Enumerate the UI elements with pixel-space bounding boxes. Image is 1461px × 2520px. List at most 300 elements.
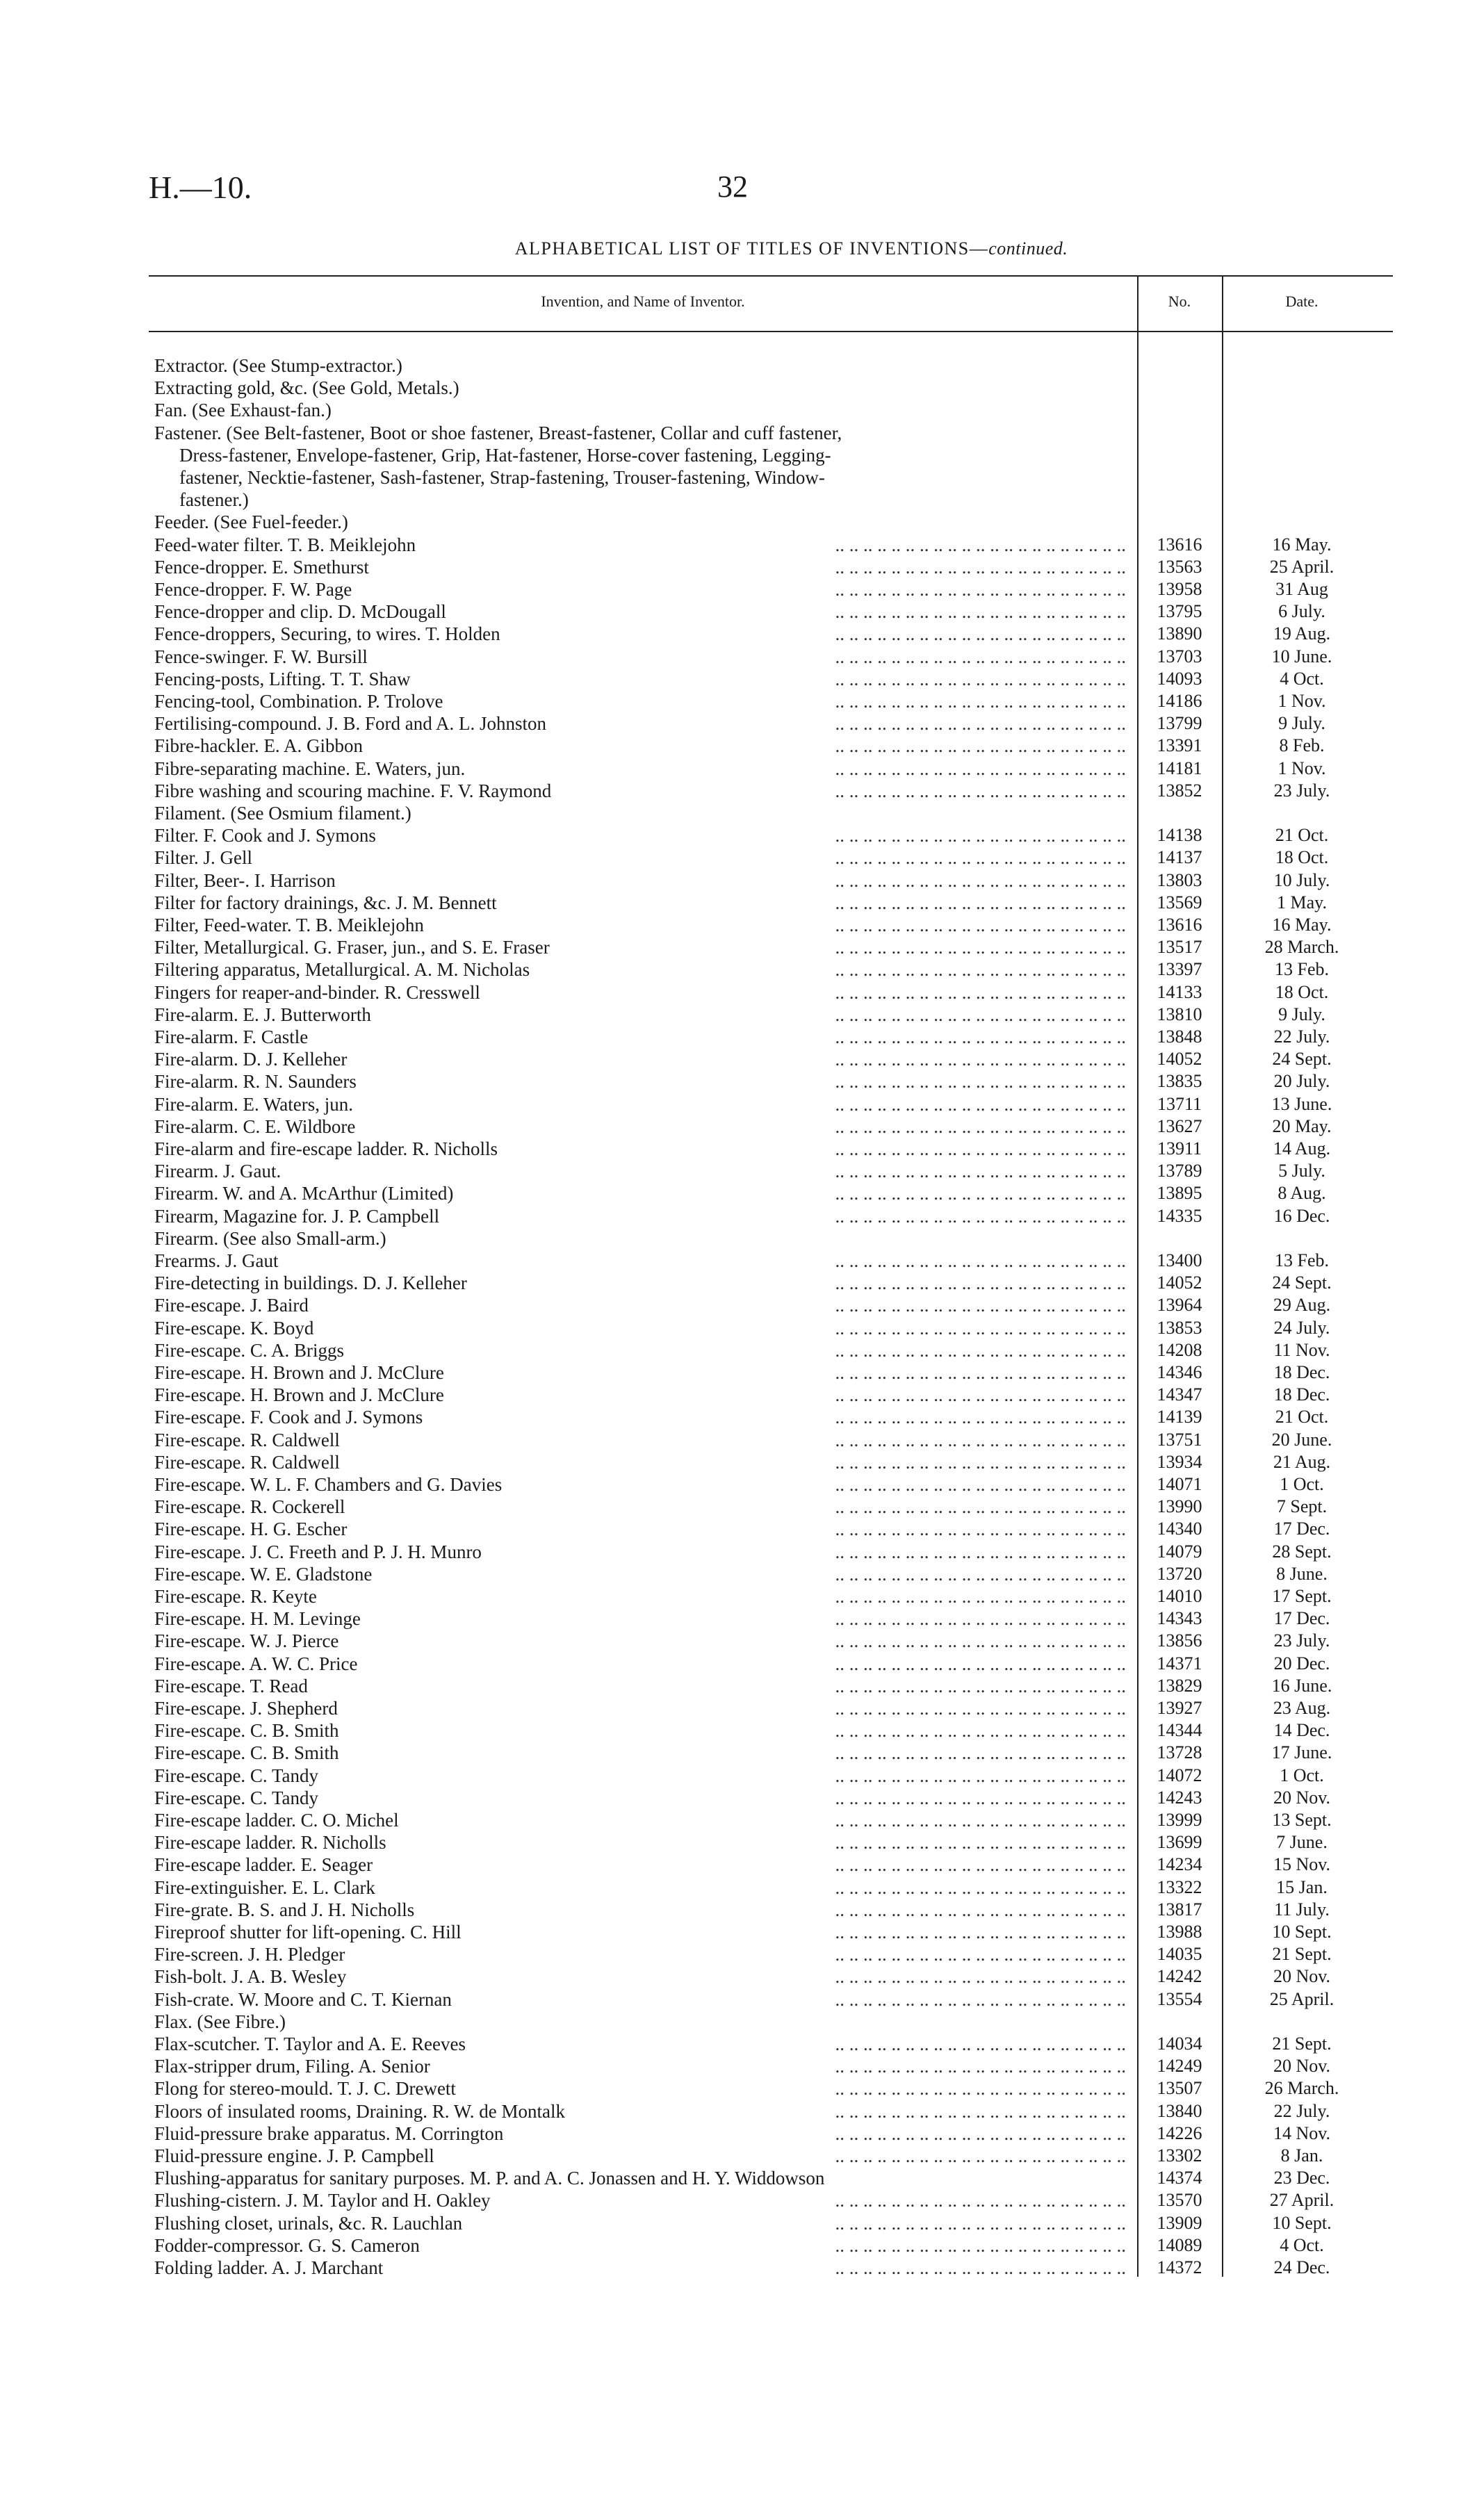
entry-title: Filter, Feed-water. T. B. Meiklejohn <box>154 915 424 935</box>
dot-leader: .. .. .. .. .. .. .. .. .. .. .. .. .. .. .. .. .. .. .. .. .. <box>835 2056 1126 2077</box>
entry-date: 23 July. <box>1273 780 1330 801</box>
entry-number: 14035 <box>1157 1944 1202 1964</box>
dot-leader: .. .. .. .. .. .. .. .. .. .. .. .. .. .. .. .. .. .. .. .. .. <box>835 825 1126 846</box>
dot-leader: .. .. .. .. .. .. .. .. .. .. .. .. .. .. .. .. .. .. .. .. .. <box>835 1026 1126 1047</box>
entry-number: 13400 <box>1157 1250 1202 1270</box>
dot-leader: .. .. .. .. .. .. .. .. .. .. .. .. .. .. .. .. .. .. .. .. .. <box>835 2257 1126 2278</box>
list-item <box>0 936 1461 958</box>
entry-date: 15 Nov. <box>1273 1854 1331 1874</box>
dot-leader: .. .. .. .. .. .. .. .. .. .. .. .. .. .. .. .. .. .. .. .. .. <box>835 1250 1126 1271</box>
entry-date: 23 Dec. <box>1273 2168 1330 2188</box>
entry-number: 13848 <box>1157 1026 1202 1047</box>
entry-date: 17 Dec. <box>1273 1519 1330 1539</box>
entry-number: 14139 <box>1157 1407 1202 1427</box>
entry-title: Fence-dropper and clip. D. McDougall <box>154 601 446 622</box>
entry-date: 24 Sept. <box>1272 1273 1332 1293</box>
entry-title: Feeder. (See Fuel-feeder.) <box>154 512 348 532</box>
entry-title: Fence-dropper. E. Smethurst <box>154 557 369 578</box>
entry-title: Fencing-tool, Combination. P. Trolove <box>154 691 443 712</box>
entry-title: Fire-escape. H. M. Levinge <box>154 1608 361 1629</box>
entry-date: 19 Aug. <box>1273 623 1331 644</box>
entry-number: 13563 <box>1157 557 1202 577</box>
list-item <box>0 1943 1461 1965</box>
entry-title: Dress-fastener, Envelope-fastener, Grip, Hat-fastener, Horse-cover fastening, Legging- <box>179 445 831 466</box>
entry-number: 14079 <box>1157 1541 1202 1562</box>
list-item <box>0 354 1461 377</box>
dot-leader: .. .. .. .. .. .. .. .. .. .. .. .. .. .. .. .. .. .. .. .. .. <box>835 1922 1126 1942</box>
entry-title: fastener.) <box>179 489 249 510</box>
list-item <box>0 399 1461 421</box>
entry-number: 13699 <box>1157 1832 1202 1852</box>
entry-number: 13720 <box>1157 1564 1202 1584</box>
entry-title: Fluid-pressure brake apparatus. M. Corrington <box>154 2123 504 2144</box>
list-item <box>0 1988 1461 2011</box>
entry-date: 16 May. <box>1272 534 1332 555</box>
entry-title: Firearm. (See also Small-arm.) <box>154 1228 386 1249</box>
list-item <box>0 780 1461 802</box>
entry-number: 13852 <box>1157 780 1202 801</box>
list-item <box>0 1653 1461 1675</box>
dot-leader: .. .. .. .. .. .. .. .. .. .. .. .. .. .. .. .. .. .. .. .. .. <box>835 1899 1126 1920</box>
list-item <box>0 2122 1461 2145</box>
entry-date: 26 March. <box>1264 2078 1339 2098</box>
dot-leader: .. .. .. .. .. .. .. .. .. .. .. .. .. .. .. .. .. .. .. .. .. <box>835 1854 1126 1875</box>
list-item <box>0 758 1461 780</box>
list-item <box>0 690 1461 712</box>
entry-date: 31 Aug <box>1275 579 1328 599</box>
dot-leader: .. .. .. .. .. .. .. .. .. .. .. .. .. .. .. .. .. .. .. .. .. <box>835 2078 1126 2099</box>
entry-title: Fire-escape. J. Baird <box>154 1295 309 1316</box>
document-code: H.—10. <box>149 170 252 205</box>
dot-leader: .. .. .. .. .. .. .. .. .. .. .. .. .. .. .. .. .. .. .. .. .. <box>835 2190 1126 2211</box>
dot-leader: .. .. .. .. .. .. .. .. .. .. .. .. .. .. .. .. .. .. .. .. .. <box>835 2235 1126 2256</box>
column-header-date: Date. <box>1285 293 1319 310</box>
column-header-invention: Invention, and Name of Inventor. <box>541 293 745 310</box>
dot-leader: .. .. .. .. .. .. .. .. .. .. .. .. .. .. .. .. .. .. .. .. .. <box>835 2123 1126 2144</box>
entry-title: Filtering apparatus, Metallurgical. A. M. Nicholas <box>154 959 530 980</box>
dot-leader: .. .. .. .. .. .. .. .. .. .. .. .. .. .. .. .. .. .. .. .. .. <box>835 892 1126 913</box>
dot-leader: .. .. .. .. .. .. .. .. .. .. .. .. .. .. .. .. .. .. .. .. .. <box>835 1295 1126 1316</box>
entry-number: 13934 <box>1157 1452 1202 1472</box>
dot-leader: .. .. .. .. .. .. .. .. .. .. .. .. .. .. .. .. .. .. .. .. .. <box>835 1384 1126 1405</box>
entry-title: Flushing closet, urinals, &c. R. Lauchlan <box>154 2213 463 2234</box>
entry-date: 7 Sept. <box>1276 1496 1328 1516</box>
dot-leader: .. .. .. .. .. .. .. .. .. .. .. .. .. .. .. .. .. .. .. .. .. <box>835 1586 1126 1607</box>
entry-title: Fireproof shutter for lift-opening. C. Hill <box>154 1922 462 1942</box>
dot-leader: .. .. .. .. .. .. .. .. .. .. .. .. .. .. .. .. .. .. .. .. .. <box>835 646 1126 667</box>
entry-title: Fire-escape. W. E. Gladstone <box>154 1564 373 1585</box>
list-item <box>0 1339 1461 1361</box>
entry-date: 20 July. <box>1273 1071 1330 1091</box>
list-item <box>0 1742 1461 1764</box>
entry-number: 13711 <box>1157 1094 1202 1114</box>
entry-number: 13569 <box>1157 892 1202 913</box>
dot-leader: .. .. .. .. .. .. .. .. .. .. .. .. .. .. .. .. .. .. .. .. .. <box>835 982 1126 1003</box>
list-item <box>0 2257 1461 2279</box>
entry-title: fastener, Necktie-fastener, Sash-fastener, Strap-fastening, Trouser-fastening, Window- <box>179 467 825 488</box>
entry-date: 16 May. <box>1272 915 1332 935</box>
list-item <box>0 2011 1461 2033</box>
entry-title: Filter for factory drainings, &c. J. M. Bennett <box>154 892 497 913</box>
list-item <box>0 1272 1461 1294</box>
entry-title: Flong for stereo-mould. T. J. C. Drewett <box>154 2078 456 2099</box>
list-item <box>0 489 1461 511</box>
entry-date: 28 March. <box>1264 937 1339 957</box>
list-item <box>0 1854 1461 1876</box>
entry-number: 14249 <box>1157 2056 1202 2076</box>
entry-number: 13322 <box>1157 1877 1202 1897</box>
entry-title: Fire-escape. K. Boyd <box>154 1318 314 1339</box>
list-item <box>0 2189 1461 2211</box>
entry-date: 8 Aug. <box>1278 1183 1326 1203</box>
entry-date: 10 July. <box>1273 870 1330 890</box>
entry-number: 13840 <box>1157 2101 1202 2121</box>
entry-number: 13964 <box>1157 1295 1202 1315</box>
entry-number: 13616 <box>1157 915 1202 935</box>
entry-date: 1 Nov. <box>1278 691 1326 711</box>
entry-title: Flax. (See Fibre.) <box>154 2011 286 2032</box>
dot-leader: .. .. .. .. .. .. .. .. .. .. .. .. .. .. .. .. .. .. .. .. .. <box>835 2145 1126 2166</box>
dot-leader: .. .. .. .. .. .. .. .. .. .. .. .. .. .. .. .. .. .. .. .. .. <box>835 1071 1126 1092</box>
entry-date: 20 May. <box>1272 1116 1332 1136</box>
list-item <box>0 1630 1461 1652</box>
entry-title: Filter, Beer-. I. Harrison <box>154 870 336 891</box>
entry-title: Flax-stripper drum, Filing. A. Senior <box>154 2056 430 2077</box>
list-item <box>0 1765 1461 1787</box>
entry-title: Fire-screen. J. H. Pledger <box>154 1944 345 1965</box>
dot-leader: .. .. .. .. .. .. .. .. .. .. .. .. .. .. .. .. .. .. .. .. .. <box>835 669 1126 689</box>
dot-leader: .. .. .. .. .. .. .. .. .. .. .. .. .. .. .. .. .. .. .. .. .. <box>835 1720 1126 1741</box>
dot-leader: .. .. .. .. .. .. .. .. .. .. .. .. .. .. .. .. .. .. .. .. .. <box>835 1004 1126 1025</box>
entry-number: 13703 <box>1157 646 1202 666</box>
dot-leader: .. .. .. .. .. .. .. .. .. .. .. .. .. .. .. .. .. .. .. .. .. <box>835 2034 1126 2054</box>
dot-leader: .. .. .. .. .. .. .. .. .. .. .. .. .. .. .. .. .. .. .. .. .. <box>835 534 1126 555</box>
entry-title: Firearm. W. and A. McArthur (Limited) <box>154 1183 454 1204</box>
dot-leader: .. .. .. .. .. .. .. .. .. .. .. .. .. .. .. .. .. .. .. .. .. <box>835 1318 1126 1339</box>
dot-leader: .. .. .. .. .. .. .. .. .. .. .. .. .. .. .. .. .. .. .. .. .. <box>835 1787 1126 1808</box>
list-item <box>0 2033 1461 2055</box>
entry-title: Fire-escape. H. G. Escher <box>154 1519 348 1539</box>
entry-number: 14335 <box>1157 1206 1202 1226</box>
entry-title: Firearm. J. Gaut. <box>154 1161 281 1181</box>
entry-title: Fertilising-compound. J. B. Ford and A. L. Johnston <box>154 713 547 734</box>
entry-title: Fire-escape. R. Cockerell <box>154 1496 345 1517</box>
entry-date: 24 Sept. <box>1272 1049 1332 1069</box>
entry-date: 13 Feb. <box>1275 959 1329 979</box>
entry-title: Fire-escape ladder. E. Seager <box>154 1854 373 1875</box>
dot-leader: .. .. .. .. .. .. .. .. .. .. .. .. .. .. .. .. .. .. .. .. .. <box>835 1564 1126 1585</box>
list-item <box>0 1004 1461 1026</box>
entry-number: 13627 <box>1157 1116 1202 1136</box>
list-item <box>0 1965 1461 1988</box>
entry-number: 14138 <box>1157 825 1202 845</box>
entry-number: 13789 <box>1157 1161 1202 1181</box>
dot-leader: .. .. .. .. .. .. .. .. .. .. .. .. .. .. .. .. .. .. .. .. .. <box>835 1832 1126 1853</box>
entry-title: Flushing-apparatus for sanitary purposes. M. P. and A. C. Jonassen and H. Y. Widdowson <box>154 2168 825 2188</box>
list-item <box>0 1585 1461 1607</box>
entry-date: 17 Dec. <box>1273 1608 1330 1628</box>
entry-number: 14137 <box>1157 847 1202 867</box>
entry-date: 17 Sept. <box>1272 1586 1332 1606</box>
list-item <box>0 1160 1461 1182</box>
list-item <box>0 869 1461 892</box>
entry-date: 13 Sept. <box>1272 1810 1332 1830</box>
entry-title: Fish-bolt. J. A. B. Wesley <box>154 1966 347 1987</box>
entry-number: 13554 <box>1157 1989 1202 2009</box>
entry-number: 14343 <box>1157 1608 1202 1628</box>
list-item <box>0 1921 1461 1943</box>
entry-title: Fire-grate. B. S. and J. H. Nicholls <box>154 1899 415 1920</box>
list-item <box>0 1496 1461 1518</box>
entry-number: 14242 <box>1157 1966 1202 1986</box>
entry-number: 13616 <box>1157 534 1202 555</box>
entry-number: 13728 <box>1157 1742 1202 1762</box>
entry-number: 13803 <box>1157 870 1202 890</box>
dot-leader: .. .. .. .. .. .. .. .. .. .. .. .. .. .. .. .. .. .. .. .. .. <box>835 713 1126 734</box>
entry-number: 14052 <box>1157 1049 1202 1069</box>
entry-number: 14371 <box>1157 1653 1202 1674</box>
entry-title: Fastener. (See Belt-fastener, Boot or shoe fastener, Breast-fastener, Collar and cuff fastener, <box>154 423 842 443</box>
entry-number: 14226 <box>1157 2123 1202 2143</box>
entry-date: 20 June. <box>1271 1430 1332 1450</box>
dot-leader: .. .. .. .. .. .. .. .. .. .. .. .. .. .. .. .. .. .. .. .. .. <box>835 2213 1126 2234</box>
list-item <box>0 600 1461 623</box>
entry-title: Fire-escape. J. C. Freeth and P. J. H. Munro <box>154 1541 482 1562</box>
entry-number: 13507 <box>1157 2078 1202 2098</box>
dot-leader: .. .. .. .. .. .. .. .. .. .. .. .. .. .. .. .. .. .. .. .. .. <box>835 557 1126 578</box>
dot-leader: .. .. .. .. .. .. .. .. .. .. .. .. .. .. .. .. .. .. .. .. .. <box>835 579 1126 600</box>
list-item <box>0 1294 1461 1316</box>
entry-title: Fire-alarm. R. N. Saunders <box>154 1071 357 1092</box>
entry-number: 14133 <box>1157 982 1202 1002</box>
entry-date: 10 Sept. <box>1272 2213 1332 2233</box>
entry-title: Fire-escape. W. J. Pierce <box>154 1630 339 1651</box>
dot-leader: .. .. .. .. .. .. .. .. .. .. .. .. .. .. .. .. .. .. .. .. .. <box>835 1116 1126 1137</box>
entry-date: 24 July. <box>1273 1318 1330 1338</box>
entry-number: 13909 <box>1157 2213 1202 2233</box>
list-item <box>0 1048 1461 1070</box>
dot-leader: .. .. .. .. .. .. .. .. .. .. .. .. .. .. .. .. .. .. .. .. .. <box>835 780 1126 801</box>
list-item <box>0 534 1461 556</box>
dot-leader: .. .. .. .. .. .. .. .. .. .. .. .. .. .. .. .. .. .. .. .. .. <box>835 1362 1126 1383</box>
entry-number: 13890 <box>1157 623 1202 644</box>
list-item <box>0 1607 1461 1630</box>
entry-number: 14010 <box>1157 1586 1202 1606</box>
entry-date: 27 April. <box>1269 2190 1335 2210</box>
entry-title: Fire-escape. R. Caldwell <box>154 1452 340 1473</box>
entry-title: Fire-extinguisher. E. L. Clark <box>154 1877 375 1898</box>
entry-title: Fire-escape. C. B. Smith <box>154 1742 339 1763</box>
list-item <box>0 2234 1461 2257</box>
entry-date: 16 Dec. <box>1273 1206 1330 1226</box>
dot-leader: .. .. .. .. .. .. .. .. .. .. .. .. .. .. .. .. .. .. .. .. .. <box>835 1340 1126 1361</box>
list-item <box>0 1205 1461 1227</box>
dot-leader: .. .. .. .. .. .. .. .. .. .. .. .. .. .. .. .. .. .. .. .. .. <box>835 758 1126 779</box>
list-item <box>0 1541 1461 1563</box>
entry-date: 14 Dec. <box>1273 1720 1330 1740</box>
entry-title: Fibre-separating machine. E. Waters, jun. <box>154 758 466 779</box>
entry-date: 18 Oct. <box>1275 847 1329 867</box>
entry-number: 13391 <box>1157 735 1202 755</box>
entry-date: 13 Feb. <box>1275 1250 1329 1270</box>
list-item <box>0 1384 1461 1406</box>
entry-title: Fire-escape. R. Caldwell <box>154 1430 340 1450</box>
list-item <box>0 1518 1461 1540</box>
entry-title: Fibre washing and scouring machine. F. V. Raymond <box>154 780 552 801</box>
entry-title: Fodder-compressor. G. S. Cameron <box>154 2235 420 2256</box>
dot-leader: .. .. .. .. .. .. .. .. .. .. .. .. .. .. .. .. .. .. .. .. .. <box>835 1608 1126 1629</box>
entry-number: 14243 <box>1157 1787 1202 1808</box>
list-item <box>0 1182 1461 1204</box>
entry-date: 15 Jan. <box>1276 1877 1328 1897</box>
entry-title: Fish-crate. W. Moore and C. T. Kiernan <box>154 1989 452 2010</box>
list-item <box>0 2212 1461 2234</box>
entry-date: 1 Oct. <box>1280 1474 1324 1494</box>
entry-title: Fire-escape. F. Cook and J. Symons <box>154 1407 423 1427</box>
entry-title: Filter. J. Gell <box>154 847 252 868</box>
entry-date: 20 Nov. <box>1273 1787 1331 1808</box>
list-item <box>0 1787 1461 1809</box>
entry-date: 10 Sept. <box>1272 1922 1332 1942</box>
entry-title: Frearms. J. Gaut <box>154 1250 279 1271</box>
entry-title: Fire-alarm. E. Waters, jun. <box>154 1094 353 1115</box>
entry-date: 24 Dec. <box>1273 2257 1330 2277</box>
entry-number: 13517 <box>1157 937 1202 957</box>
entry-number: 13990 <box>1157 1496 1202 1516</box>
dot-leader: .. .. .. .. .. .. .. .. .. .. .. .. .. .. .. .. .. .. .. .. .. <box>835 1742 1126 1763</box>
entry-title: Fire-alarm and fire-escape ladder. R. Nicholls <box>154 1138 498 1159</box>
entry-date: 20 Dec. <box>1273 1653 1330 1674</box>
list-item <box>0 578 1461 600</box>
entry-number: 14072 <box>1157 1765 1202 1785</box>
entry-date: 21 Sept. <box>1272 1944 1332 1964</box>
dot-leader: .. .. .. .. .. .. .. .. .. .. .. .. .. .. .. .. .. .. .. .. .. <box>835 959 1126 980</box>
entry-date: 22 July. <box>1273 1026 1330 1047</box>
dot-leader: .. .. .. .. .. .. .. .. .. .. .. .. .. .. .. .. .. .. .. .. .. <box>835 1161 1126 1181</box>
column-header-no: No. <box>1168 293 1191 310</box>
list-item <box>0 2167 1461 2189</box>
entry-date: 23 July. <box>1273 1630 1330 1651</box>
list-item <box>0 556 1461 578</box>
entry-date: 21 Aug. <box>1273 1452 1331 1472</box>
entry-date: 18 Dec. <box>1273 1362 1330 1382</box>
list-item <box>0 1317 1461 1339</box>
entry-title: Firearm, Magazine for. J. P. Campbell <box>154 1206 440 1227</box>
entry-title: Fire-escape. T. Read <box>154 1676 308 1696</box>
list-item <box>0 1831 1461 1854</box>
list-item <box>0 1250 1461 1272</box>
dot-leader: .. .. .. .. .. .. .. .. .. .. .. .. .. .. .. .. .. .. .. .. .. <box>835 1049 1126 1070</box>
list-item <box>0 981 1461 1004</box>
dot-leader: .. .. .. .. .. .. .. .. .. .. .. .. .. .. .. .. .. .. .. .. .. <box>835 623 1126 644</box>
entry-number: 14344 <box>1157 1720 1202 1740</box>
list-item <box>0 1093 1461 1115</box>
entry-date: 28 Sept. <box>1272 1541 1332 1562</box>
entry-title: Fire-escape. H. Brown and J. McClure <box>154 1362 444 1383</box>
list-item <box>0 1406 1461 1428</box>
list-item <box>0 1070 1461 1093</box>
entry-title: Fence-dropper. F. W. Page <box>154 579 352 600</box>
list-item <box>0 1675 1461 1697</box>
entry-date: 4 Oct. <box>1280 669 1324 689</box>
entry-number: 14374 <box>1157 2168 1202 2188</box>
list-item <box>0 1138 1461 1160</box>
dot-leader: .. .. .. .. .. .. .. .. .. .. .. .. .. .. .. .. .. .. .. .. .. <box>835 1630 1126 1651</box>
entry-title: Fire-escape ladder. R. Nicholls <box>154 1832 386 1853</box>
list-item <box>0 914 1461 936</box>
entry-title: Filter. F. Cook and J. Symons <box>154 825 376 846</box>
entry-date: 8 Feb. <box>1279 735 1325 755</box>
list-item <box>0 1227 1461 1250</box>
list-item <box>0 958 1461 981</box>
entry-number: 14347 <box>1157 1384 1202 1405</box>
entry-title: Fan. (See Exhaust-fan.) <box>154 400 332 420</box>
list-item <box>0 802 1461 824</box>
dot-leader: .. .. .. .. .. .. .. .. .. .. .. .. .. .. .. .. .. .. .. .. .. <box>835 1183 1126 1204</box>
entry-title: Fencing-posts, Lifting. T. T. Shaw <box>154 669 411 689</box>
entry-number: 14234 <box>1157 1854 1202 1874</box>
page-number: 32 <box>717 170 748 204</box>
list-item <box>0 511 1461 533</box>
entry-title: Fire-escape. J. Shepherd <box>154 1698 338 1719</box>
entry-number: 14089 <box>1157 2235 1202 2255</box>
entry-number: 14071 <box>1157 1474 1202 1494</box>
dot-leader: .. .. .. .. .. .. .. .. .. .. .. .. .. .. .. .. .. .. .. .. .. <box>835 1810 1126 1831</box>
entry-date: 8 June. <box>1276 1564 1328 1584</box>
dot-leader: .. .. .. .. .. .. .. .. .. .. .. .. .. .. .. .. .. .. .. .. .. <box>835 915 1126 935</box>
entry-title: Fingers for reaper-and-binder. R. Cresswell <box>154 982 480 1003</box>
entry-number: 13829 <box>1157 1676 1202 1696</box>
entry-date: 7 June. <box>1276 1832 1328 1852</box>
entry-title: Fire-escape. C. B. Smith <box>154 1720 339 1741</box>
entry-date: 11 Nov. <box>1273 1340 1330 1360</box>
list-item <box>0 1473 1461 1496</box>
entry-title: Fire-escape. C. A. Briggs <box>154 1340 344 1361</box>
entry-date: 18 Dec. <box>1273 1384 1330 1405</box>
entry-number: 14372 <box>1157 2257 1202 2277</box>
list-title-continued: continued. <box>988 238 1068 259</box>
dot-leader: .. .. .. .. .. .. .. .. .. .. .. .. .. .. .. .. .. .. .. .. .. <box>835 1138 1126 1159</box>
list-item <box>0 668 1461 690</box>
entry-date: 1 May. <box>1277 892 1327 913</box>
entry-number: 14346 <box>1157 1362 1202 1382</box>
entry-number: 13570 <box>1157 2190 1202 2210</box>
entry-date: 25 April. <box>1269 1989 1335 2009</box>
dot-leader: .. .. .. .. .. .. .. .. .. .. .. .. .. .. .. .. .. .. .. .. .. <box>835 1273 1126 1293</box>
entry-date: 13 June. <box>1271 1094 1332 1114</box>
entry-number: 14052 <box>1157 1273 1202 1293</box>
entry-title: Fibre-hackler. E. A. Gibbon <box>154 735 363 756</box>
entry-title: Fire-escape. R. Keyte <box>154 1586 317 1607</box>
entry-date: 23 Aug. <box>1273 1698 1331 1718</box>
list-item <box>0 2100 1461 2122</box>
list-item <box>0 712 1461 735</box>
entry-date: 11 July. <box>1274 1899 1330 1920</box>
list-item <box>0 1115 1461 1138</box>
list-item <box>0 1809 1461 1831</box>
entry-date: 14 Aug. <box>1273 1138 1331 1159</box>
list-item <box>0 623 1461 645</box>
list-item <box>0 466 1461 489</box>
dot-leader: .. .. .. .. .. .. .. .. .. .. .. .. .. .. .. .. .. .. .. .. .. <box>835 1877 1126 1898</box>
dot-leader: .. .. .. .. .. .. .. .. .. .. .. .. .. .. .. .. .. .. .. .. .. <box>835 1966 1126 1987</box>
entry-date: 29 Aug. <box>1273 1295 1331 1315</box>
entry-date: 14 Nov. <box>1273 2123 1331 2143</box>
dot-leader: .. .. .. .. .. .. .. .. .. .. .. .. .. .. .. .. .. .. .. .. .. <box>835 1676 1126 1696</box>
dot-leader: .. .. .. .. .. .. .. .. .. .. .. .. .. .. .. .. .. .. .. .. .. <box>835 1989 1126 2010</box>
dot-leader: .. .. .. .. .. .. .. .. .. .. .. .. .. .. .. .. .. .. .. .. .. <box>835 847 1126 868</box>
entry-number: 13911 <box>1157 1138 1202 1159</box>
